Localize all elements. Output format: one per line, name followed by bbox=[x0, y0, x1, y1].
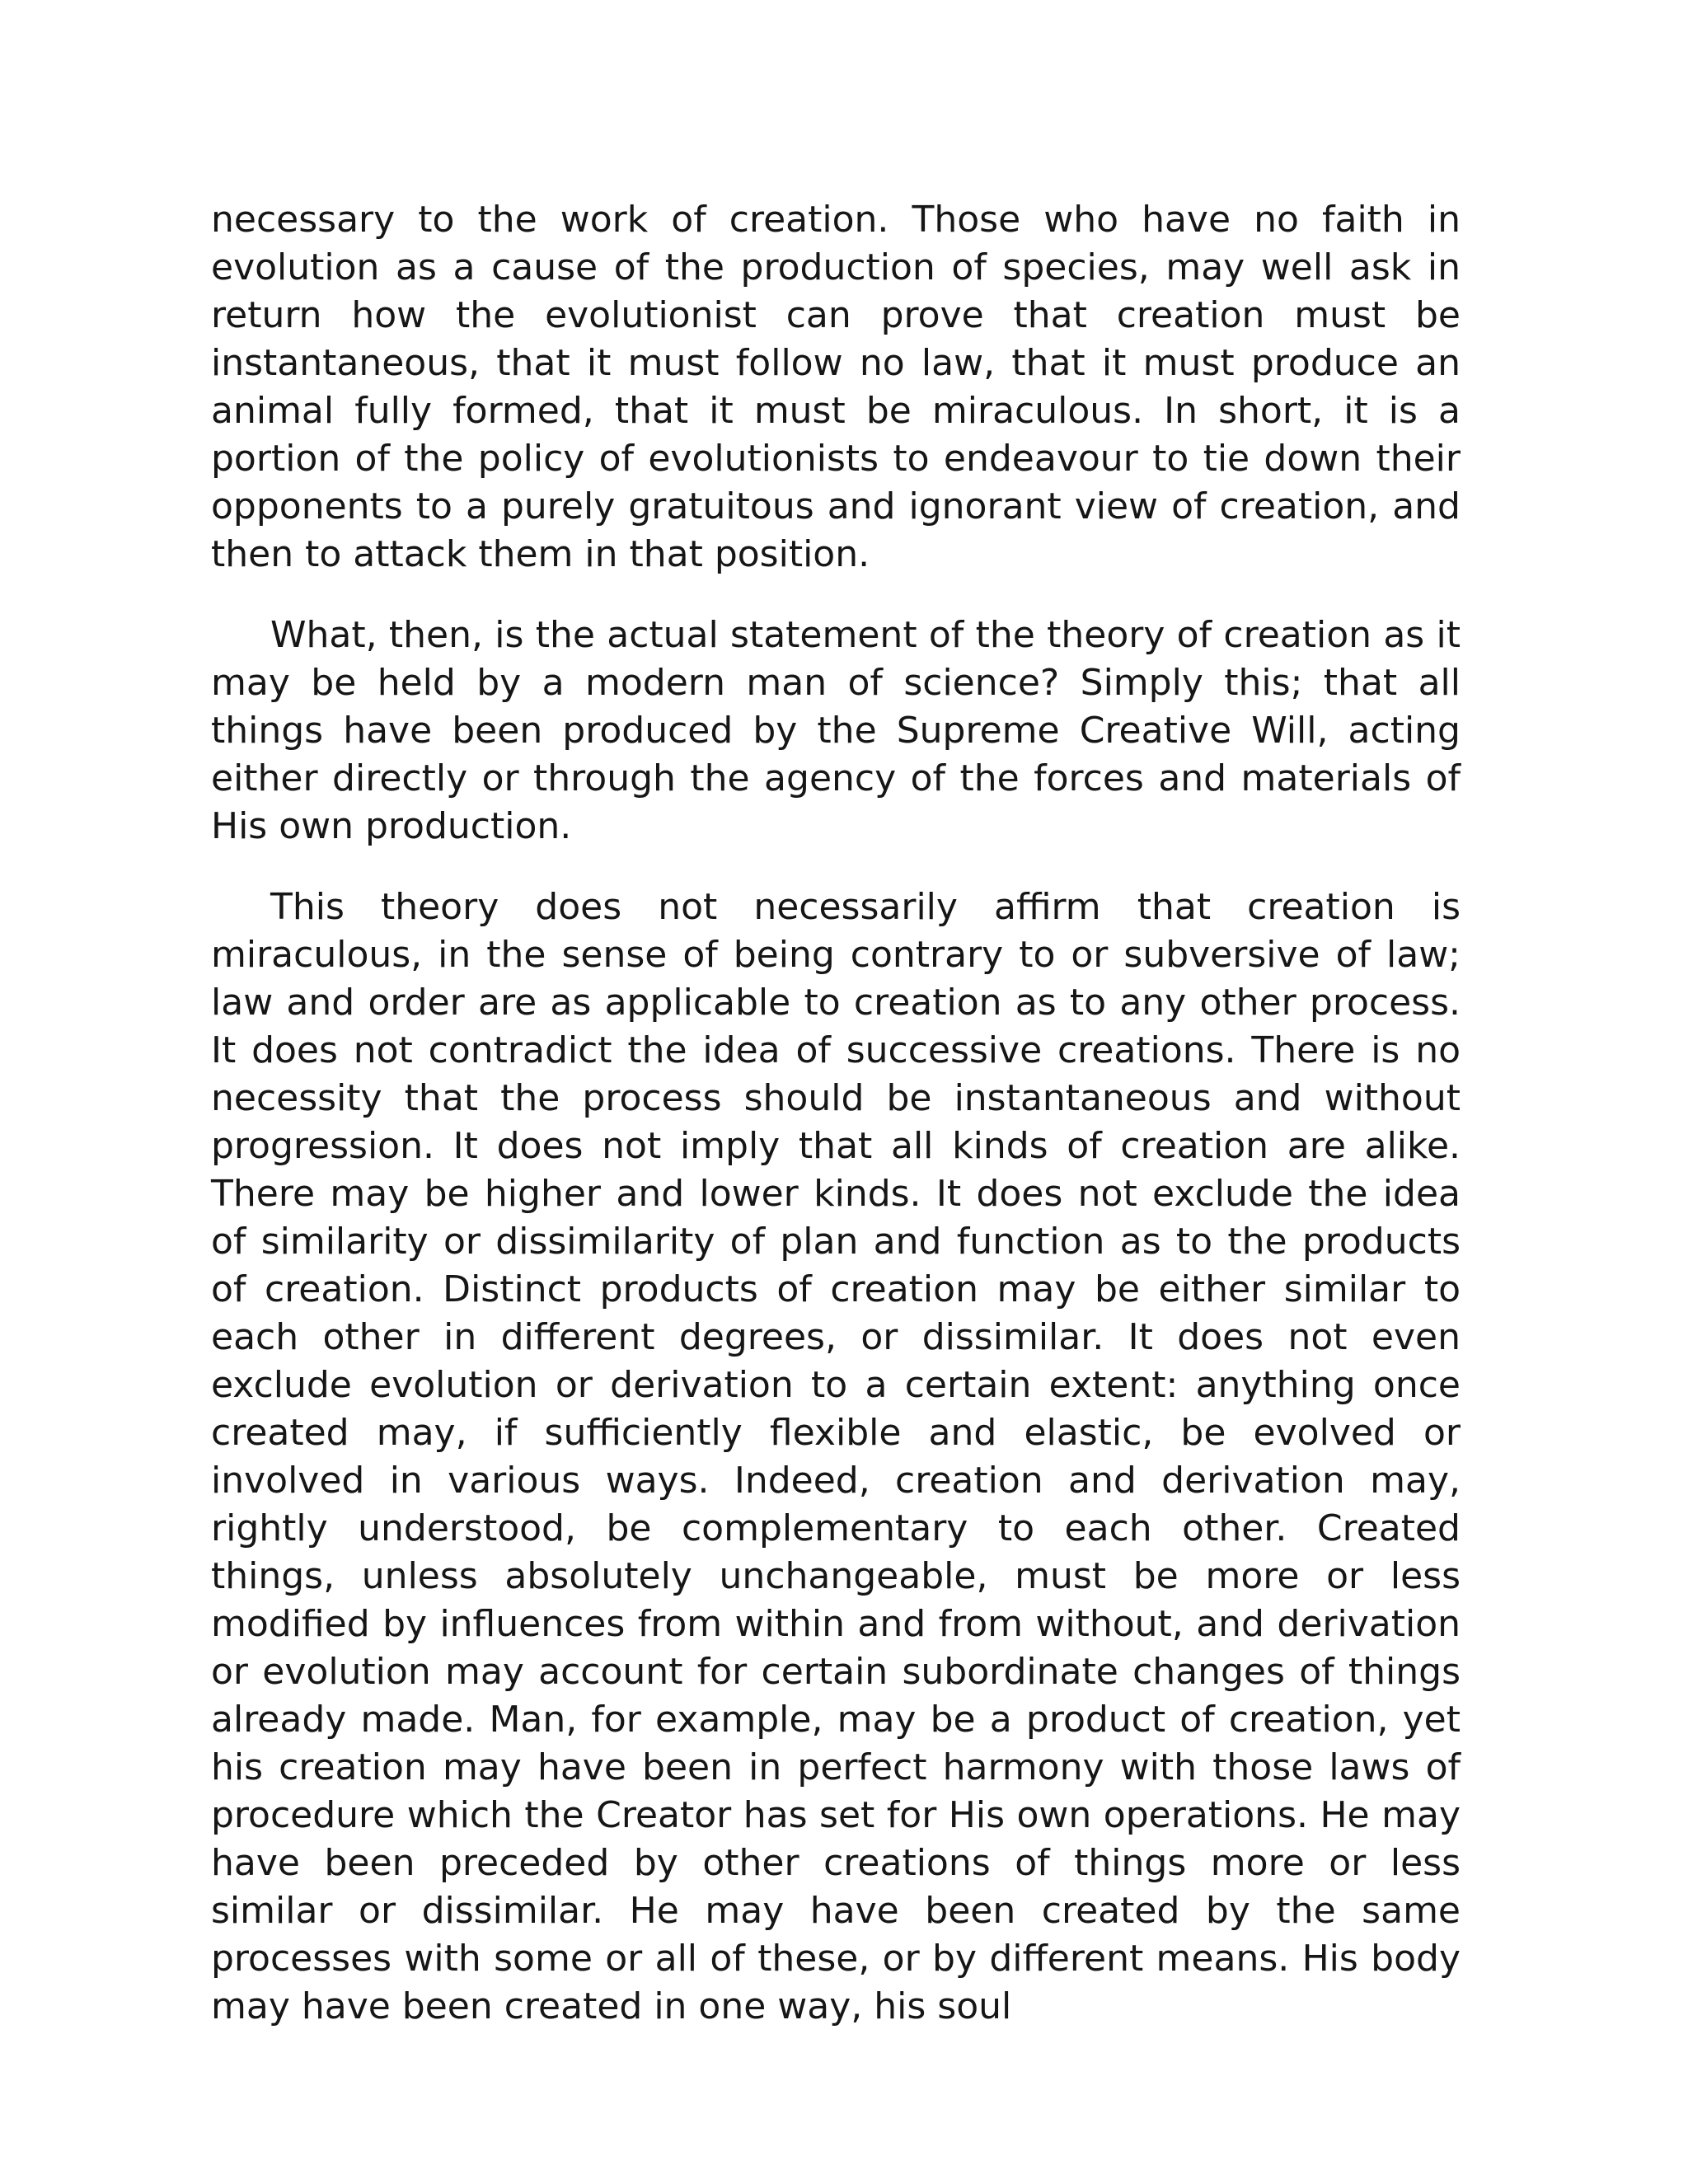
paragraph-3: This theory does not necessarily affirm that creation is miraculous, in the sense of being contrary to or subversive of law; law and order are as applicable to creation as to any other process. It does not contradict the idea of successive creations. There is no necessity that the process should be instantaneous and without progression. It does not imply that all kinds of creation are alike. There may be higher and lower kinds. It does not exclude the idea of similarity or dissimilarity of plan and function as to the products of creation. Distinct products of creation may be either similar to each other in different degrees, or dissimilar. It does not even exclude evolution or derivation to a certain extent: anything once created may, if sufficiently flexible and elastic, be evolved or involved in various ways. Indeed, creation and derivation may, rightly understood, be complementary to each other. Created things, unless absolutely unchangeable, must be more or less modified by influences from within and from without, and derivation or evolution may account for certain subordinate changes of things already made. Man, for example, may be a product of creation, yet his creation may have been in perfect harmony with those laws of procedure which the Creator has set for His own operations. He may have been preceded by other creations of things more or less similar or dissimilar. He may have been created by the same processes with some or all of these, or by different means. His body may have been created in one way, his soul bbox=[211, 886, 1461, 2027]
paragraph-1: necessary to the work of creation. Those who have no faith in evolution as a cause of the production of species, may well ask in return how the evolutionist can prove that creation must be instantaneous, that it must follow no law, that it must produce an animal fully formed, that it must be miraculous. In short, it is a portion of the policy of evolutionists to endeavour to tie down their opponents to a purely gratuitous and ignorant view of creation, and then to attack them in that position. bbox=[211, 199, 1461, 575]
paragraph-2: What, then, is the actual statement of the theory of creation as it may be held by a modern man of science? Simply this; that all things have been produced by the Supreme Creative Will, acting either directly or through the agency of the forces and materials of His own production. bbox=[211, 614, 1461, 847]
document-page bbox=[211, 196, 1461, 2031]
